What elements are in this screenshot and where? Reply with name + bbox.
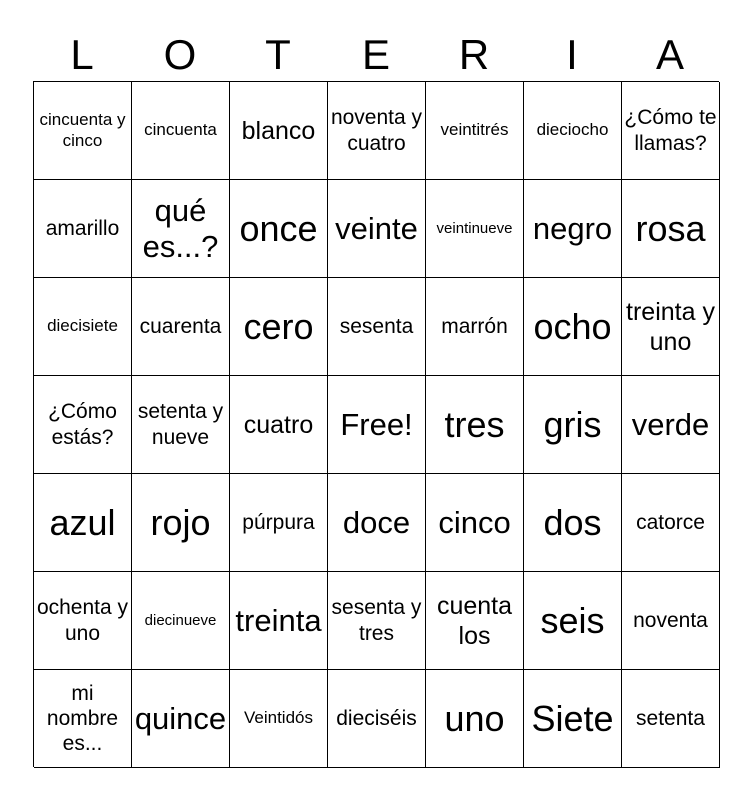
bingo-cell: quince: [132, 670, 230, 768]
bingo-cell: ochenta y uno: [34, 572, 132, 670]
bingo-cell: rosa: [622, 180, 720, 278]
bingo-cell: noventa: [622, 572, 720, 670]
bingo-cell: Free!: [328, 376, 426, 474]
bingo-cell: treinta: [230, 572, 328, 670]
bingo-cell: diecisiete: [34, 278, 132, 376]
bingo-cell: cuenta los: [426, 572, 524, 670]
bingo-cell: púrpura: [230, 474, 328, 572]
bingo-cell: sesenta: [328, 278, 426, 376]
bingo-cell: azul: [34, 474, 132, 572]
bingo-cell: negro: [524, 180, 622, 278]
title-letter: E: [361, 31, 390, 78]
title-letter: I: [566, 31, 578, 78]
title-letter: A: [655, 31, 684, 78]
bingo-cell: qué es...?: [132, 180, 230, 278]
bingo-cell: amarillo: [34, 180, 132, 278]
title-letter: T: [265, 31, 291, 78]
bingo-cell: sesenta y tres: [328, 572, 426, 670]
bingo-cell: verde: [622, 376, 720, 474]
bingo-cell: dieciséis: [328, 670, 426, 768]
bingo-cell: gris: [524, 376, 622, 474]
bingo-cell: dieciocho: [524, 82, 622, 180]
bingo-cell: veinte: [328, 180, 426, 278]
bingo-cell: cuarenta: [132, 278, 230, 376]
bingo-cell: treinta y uno: [622, 278, 720, 376]
bingo-cell: uno: [426, 670, 524, 768]
bingo-cell: veintitrés: [426, 82, 524, 180]
title-letter: O: [163, 31, 197, 78]
bingo-cell: cero: [230, 278, 328, 376]
bingo-cell: seis: [524, 572, 622, 670]
bingo-cell: Veintidós: [230, 670, 328, 768]
bingo-cell: blanco: [230, 82, 328, 180]
bingo-cell: setenta y nueve: [132, 376, 230, 474]
bingo-cell: once: [230, 180, 328, 278]
bingo-cell: setenta: [622, 670, 720, 768]
bingo-cell: tres: [426, 376, 524, 474]
title-letter: R: [458, 31, 490, 78]
bingo-cell: ¿Cómo te llamas?: [622, 82, 720, 180]
bingo-cell: Siete: [524, 670, 622, 768]
bingo-cell: catorce: [622, 474, 720, 572]
bingo-cell: veintinueve: [426, 180, 524, 278]
bingo-cell: dos: [524, 474, 622, 572]
bingo-cell: noventa y cuatro: [328, 82, 426, 180]
bingo-cell: cinco: [426, 474, 524, 572]
bingo-cell: cincuenta y cinco: [34, 82, 132, 180]
bingo-cell: ¿Cómo estás?: [34, 376, 132, 474]
bingo-cell: cuatro: [230, 376, 328, 474]
bingo-cell: doce: [328, 474, 426, 572]
bingo-cell: diecinueve: [132, 572, 230, 670]
bingo-cell: marrón: [426, 278, 524, 376]
bingo-cell: ocho: [524, 278, 622, 376]
title-letter: L: [70, 31, 94, 78]
bingo-cell: rojo: [132, 474, 230, 572]
bingo-title: [33, 28, 719, 82]
bingo-cell: mi nombre es...: [34, 670, 132, 768]
bingo-cell: cincuenta: [132, 82, 230, 180]
bingo-board: [33, 81, 719, 767]
